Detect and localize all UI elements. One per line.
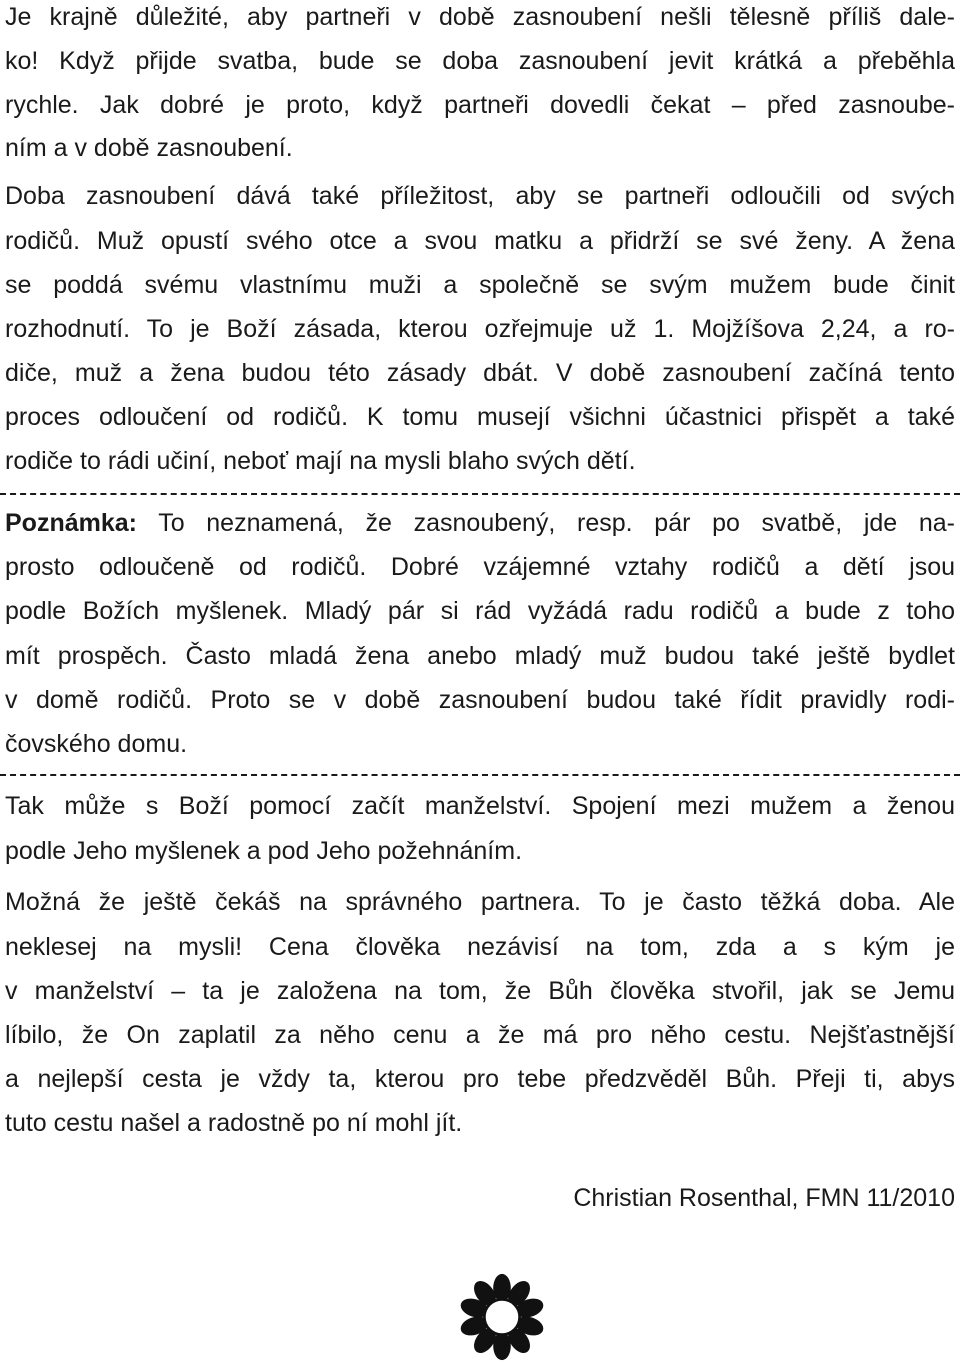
text-line: Doba zasnoubení dává také příležitost, aby se partneři odloučili od svých — [5, 182, 955, 210]
text-line: a nejlepší cesta je vždy ta, kterou pro tebe předzvěděl Bůh. Přeji ti, abys — [5, 1065, 955, 1093]
dashed-separator — [0, 774, 960, 776]
text-line: v manželství – ta je založena na tom, že Bůh člověka stvořil, jak se Jemu — [5, 977, 955, 1005]
note-first-line — [5, 508, 955, 538]
text-line: v domě rodičů. Proto se v době zasnoubení budou také řídit pravidly rodi- — [5, 686, 955, 714]
text-line: rychle. Jak dobré je proto, když partneři dovedli čekat – před zasnoube- — [5, 91, 955, 119]
text-line: podle Jeho myšlenek a pod Jeho požehnáním. — [5, 837, 523, 865]
text-line: prosto odloučeně od rodičů. Dobré vzájemné vztahy rodičů a dětí jsou — [5, 553, 955, 581]
text-line: ko! Když přijde svatba, bude se doba zasnoubení jevit krátká a přeběhla — [5, 47, 955, 75]
flower-icon — [458, 1273, 546, 1361]
text-line: ním a v době zasnoubení. — [5, 134, 293, 162]
text-line: líbilo, že On zaplatil za něho cenu a že má pro něho cestu. Nejšťastnější — [5, 1021, 955, 1049]
signature: Christian Rosenthal, FMN 11/2010 — [573, 1184, 955, 1212]
text-line: diče, muž a žena budou této zásady dbát. V době zasnoubení začíná tento — [5, 359, 955, 387]
text-line: tuto cestu našel a radostně po ní mohl jít. — [5, 1109, 463, 1137]
text-line: se poddá svému vlastnímu muži a společně se svým mužem bude činit — [5, 271, 955, 299]
text-line: mít prospěch. Často mladá žena anebo mladý muž budou také ještě bydlet — [5, 642, 955, 670]
text-line: neklesej na mysli! Cena člověka nezávisí na tom, zda a s kým je — [5, 933, 955, 961]
dashed-separator — [0, 493, 960, 495]
text-line: Možná že ještě čekáš na správného partnera. To je často těžká doba. Ale — [5, 888, 955, 916]
text-line: rodiče to rádi učiní, neboť mají na mysli blaho svých dětí. — [5, 447, 636, 475]
text-line: rodičů. Muž opustí svého otce a svou matku a přidrží se své ženy. A žena — [5, 227, 955, 255]
text-line: rozhodnutí. To je Boží zásada, kterou ozřejmuje už 1. Mojžíšova 2,24, a ro- — [5, 315, 955, 343]
text-line: Je krajně důležité, aby partneři v době zasnoubení nešli tělesně příliš dale- — [5, 3, 955, 31]
note-label: Poznámka: — [5, 509, 137, 537]
text-line: čovského domu. — [5, 730, 188, 758]
text-line: podle Božích myšlenek. Mladý pár si rád vyžádá radu rodičů a bude z toho — [5, 597, 955, 625]
note-text: To neznamená, že zasnoubený, resp. pár po svatbě, jde na- — [136, 509, 955, 537]
text-line: proces odloučení od rodičů. K tomu musejí všichni účastnici přispět a také — [5, 403, 955, 431]
text-line: Tak může s Boží pomocí začít manželství. Spojení mezi mužem a ženou — [5, 792, 955, 820]
